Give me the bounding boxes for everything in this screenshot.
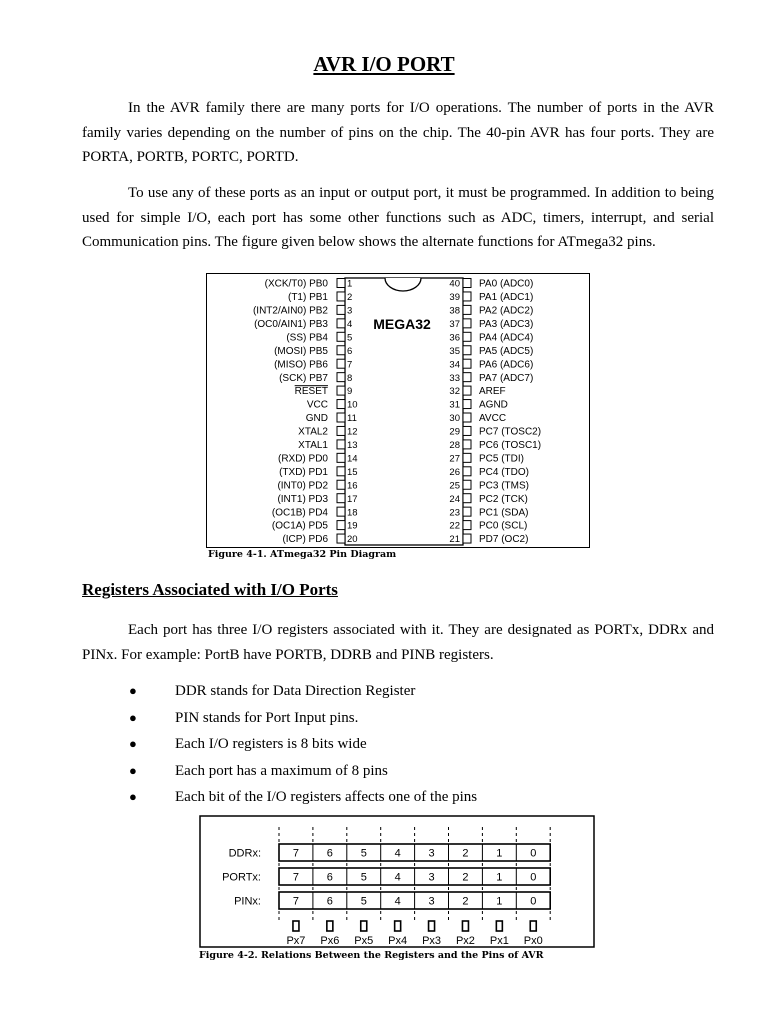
pin-label: (SS) PB4 (286, 332, 328, 344)
pin-number: 22 (449, 520, 460, 532)
pin-pad (337, 480, 345, 489)
pin-number: 18 (347, 507, 358, 519)
pin-pad (337, 426, 345, 435)
pin-label: (SCK) PB7 (279, 372, 328, 384)
pin-number: 10 (347, 399, 358, 411)
pin-number: 8 (347, 372, 353, 384)
pin-pad (463, 279, 471, 288)
pin-pad (463, 453, 471, 462)
bit-cell: 4 (394, 847, 401, 860)
pin-number: 25 (449, 480, 460, 492)
registers-paragraph: Each port has three I/O registers associated with it. They are designated as PORTx, DDRx and PINx. For example: PortB have PORTB, DDRB and PINB registers. (82, 622, 714, 663)
pin-name: Px2 (455, 935, 475, 947)
bit-cell: 4 (394, 895, 401, 908)
pin-number: 20 (347, 534, 358, 546)
pin-label: (RXD) PD0 (277, 453, 328, 465)
pin-label: (ICP) PD6 (282, 534, 328, 546)
pin-label: PC0 (SCL) (479, 520, 528, 532)
page-title: AVR I/O PORT (313, 52, 455, 76)
pin-label: (TXD) PD1 (279, 466, 328, 478)
pin-label: PA6 (ADC6) (479, 359, 534, 371)
bit-cell: 5 (360, 895, 367, 908)
figure2-caption: Figure 4-2. Relations Between the Registers and the Pins of AVR (199, 950, 544, 961)
pin-number: 3 (347, 305, 353, 317)
pin-pad (463, 386, 471, 395)
pin-number: 2 (347, 292, 353, 304)
list-item (82, 731, 477, 758)
register-pin-diagram (199, 815, 595, 955)
pin-pad (463, 373, 471, 382)
list-item (82, 758, 477, 785)
bit-cell: 7 (292, 871, 300, 884)
bit-cell: 7 (292, 895, 300, 908)
pin-label: PA1 (ADC1) (479, 292, 534, 304)
pin-name: Px4 (388, 935, 408, 947)
pin-number: 11 (347, 413, 357, 425)
pin-pad (337, 305, 345, 314)
pin-pad (463, 292, 471, 301)
pin-pad (463, 507, 471, 516)
pin-label: RESET (294, 386, 328, 398)
pin-leg (496, 921, 502, 931)
pin-label: PC6 (TOSC1) (479, 440, 542, 451)
pin-label: PC7 (TOSC2) (479, 426, 542, 438)
bit-cell: 5 (360, 871, 367, 884)
pin-number: 39 (449, 292, 460, 304)
pin-label: AREF (479, 386, 506, 398)
pin-label: PD7 (OC2) (479, 534, 529, 546)
bit-cell: 1 (496, 871, 503, 884)
pin-number: 4 (347, 318, 353, 330)
pin-leg (429, 921, 435, 931)
pin-pad (337, 359, 345, 368)
chip-label: MEGA32 (373, 316, 431, 332)
pin-pad (337, 332, 345, 341)
list-item-text: Each bit of the I/O registers affects one of the pins (175, 789, 478, 805)
pin-label: (OC0/AIN1) PB3 (254, 318, 328, 330)
pin-number: 33 (449, 372, 460, 384)
pin-pad (337, 413, 345, 422)
pin-number: 29 (449, 426, 460, 438)
pin-leg (293, 921, 299, 931)
pin-label: PA4 (ADC4) (479, 332, 534, 344)
list-item-text: DDR stands for Data Direction Register (175, 683, 416, 699)
atmega32-pin-diagram (206, 273, 590, 563)
list-item-text: Each port has a maximum of 8 pins (175, 762, 388, 779)
pin-name: Px5 (354, 935, 374, 947)
pin-pad (337, 279, 345, 288)
list-item-text: PIN stands for Port Input pins. (175, 709, 359, 726)
pin-name: Px1 (489, 935, 509, 947)
pin-number: 21 (449, 534, 460, 546)
pin-number: 23 (449, 507, 460, 519)
bit-cell: 6 (326, 847, 333, 860)
pin-number: 17 (347, 493, 358, 505)
pin-number: 31 (449, 399, 460, 411)
pin-label: (T1) PB1 (287, 292, 328, 304)
register-name: PORTx: (222, 871, 261, 884)
pin-number: 16 (347, 480, 358, 492)
pin-pad (463, 467, 471, 476)
pin-label: PC1 (SDA) (479, 507, 529, 519)
bit-cell: 1 (496, 847, 503, 860)
bit-cell: 6 (326, 871, 333, 884)
list-item (82, 705, 477, 732)
bit-cell: 6 (326, 895, 333, 908)
intro-paragraph: In the AVR family there are many ports for I/O operations. The number of ports in the AVR family varies depending on the number of pins on the chip. The 40-pin AVR has four ports. They are PORTA, PORTB, PORTC, PORTD. (82, 100, 714, 165)
pin-pad (337, 319, 345, 328)
pin-number: 26 (449, 466, 460, 478)
pin-number: 24 (449, 493, 460, 505)
pin-pad (463, 400, 471, 409)
bullet-dot: ● (129, 709, 137, 725)
pin-label: VCC (306, 399, 328, 411)
pin-label: (OC1A) PD5 (271, 520, 328, 532)
pin-pad (337, 292, 345, 301)
pin-label: (OC1B) PD4 (271, 507, 328, 519)
pin-label: (XCK/T0) PB0 (264, 278, 328, 290)
pin-number: 19 (347, 520, 358, 532)
pin-pad (337, 373, 345, 382)
pin-number: 40 (449, 278, 460, 290)
pin-number: 13 (347, 440, 358, 451)
pin-label: PA2 (ADC2) (479, 305, 534, 317)
bit-cell: 2 (462, 895, 469, 908)
pin-pad (337, 467, 345, 476)
bit-cell: 7 (292, 847, 300, 860)
pin-label: PC3 (TMS) (479, 480, 529, 492)
pin-name: Px7 (286, 935, 306, 947)
pin-leg (530, 921, 536, 931)
pin-leg (395, 921, 401, 931)
pin-leg (327, 921, 333, 931)
pin-label: (MOSI) PB5 (274, 345, 328, 357)
pin-label: (INT1) PD3 (277, 493, 328, 505)
pin-label: PC4 (TDO) (479, 466, 529, 478)
bit-cell: 5 (360, 847, 367, 860)
pin-label: XTAL2 (298, 426, 328, 438)
pin-pad (337, 440, 345, 449)
pin-leg (361, 921, 367, 931)
pin-label: GND (305, 413, 328, 425)
pin-pad (463, 534, 471, 543)
section-heading-registers: Registers Associated with I/O Ports (82, 580, 338, 599)
register-facts-list (82, 678, 477, 811)
pin-number: 38 (449, 305, 460, 317)
bit-cell: 0 (530, 895, 537, 908)
pin-pad (337, 534, 345, 543)
bit-cell: 3 (428, 871, 435, 884)
pin-leg (462, 921, 468, 931)
bit-cell: 2 (462, 847, 469, 860)
pin-pad (463, 319, 471, 328)
pin-pad (337, 521, 345, 530)
bit-cell: 2 (462, 871, 469, 884)
pin-number: 27 (449, 453, 460, 465)
pin-label: XTAL1 (298, 440, 328, 451)
bullet-dot: ● (129, 762, 137, 778)
programming-paragraph: To use any of these ports as an input or output port, it must be programmed. In addition to being used for simple I/O, each port has some other functions such as ADC, timers, interrupt, and serial Communication pins. The figure given below shows the alternate functions for ATmega32 pins. (82, 185, 714, 250)
bit-cell: 0 (530, 847, 537, 860)
pin-label: (INT2/AIN0) PB2 (252, 305, 328, 317)
pin-number: 15 (347, 466, 358, 478)
pin-number: 37 (449, 318, 460, 330)
pin-pad (337, 494, 345, 503)
pin-number: 36 (449, 332, 460, 344)
pin-pad (463, 413, 471, 422)
pin-number: 7 (347, 359, 353, 371)
pin-label: PA7 (ADC7) (479, 372, 534, 384)
pin-number: 14 (347, 453, 358, 465)
bit-cell: 4 (394, 871, 401, 884)
pin-name: Px3 (422, 935, 442, 947)
pin-label: PC2 (TCK) (479, 493, 528, 505)
register-name: DDRx: (228, 847, 261, 860)
pin-pad (463, 305, 471, 314)
pin-number: 12 (347, 426, 358, 438)
pin-pad (463, 480, 471, 489)
bit-cell: 0 (530, 871, 537, 884)
bullet-dot: ● (129, 683, 137, 698)
pin-number: 32 (449, 386, 460, 398)
pin-label: AVCC (479, 413, 507, 425)
pin-label: (MISO) PB6 (274, 359, 328, 371)
pin-pad (463, 426, 471, 435)
bullet-dot: ● (129, 736, 137, 751)
bullet-dot: ● (129, 789, 137, 804)
pin-pad (337, 386, 345, 395)
pin-pad (337, 453, 345, 462)
figure1-caption: Figure 4-1. ATmega32 Pin Diagram (208, 549, 397, 560)
pin-number: 1 (347, 278, 353, 290)
list-item-text: Each I/O registers is 8 bits wide (175, 736, 367, 752)
pin-name: Px6 (320, 935, 340, 947)
pin-pad (463, 440, 471, 449)
pin-label: PA3 (ADC3) (479, 318, 534, 330)
pin-label: PA0 (ADC0) (479, 278, 534, 290)
pin-label: PC5 (TDI) (479, 453, 524, 465)
bit-cell: 1 (496, 895, 503, 908)
pin-number: 5 (347, 332, 353, 344)
pin-pad (337, 346, 345, 355)
list-item (82, 678, 477, 705)
pin-pad (337, 400, 345, 409)
pin-number: 35 (449, 345, 460, 357)
pin-pad (463, 332, 471, 341)
register-name: PINx: (234, 895, 261, 908)
pin-number: 34 (449, 359, 460, 371)
pin-name: Px0 (523, 935, 543, 947)
list-item (82, 784, 477, 811)
pin-label: (INT0) PD2 (277, 480, 328, 492)
pin-pad (463, 494, 471, 503)
pin-pad (463, 359, 471, 368)
pin-pad (337, 507, 345, 516)
pin-number: 9 (347, 386, 353, 398)
pin-pad (463, 346, 471, 355)
pin-pad (463, 521, 471, 530)
bit-cell: 3 (428, 847, 435, 860)
pin-number: 6 (347, 345, 353, 357)
pin-number: 28 (449, 440, 460, 451)
pin-label: AGND (479, 399, 508, 411)
bit-cell: 3 (428, 895, 435, 908)
pin-label: PA5 (ADC5) (479, 345, 534, 357)
pin-number: 30 (449, 413, 460, 425)
